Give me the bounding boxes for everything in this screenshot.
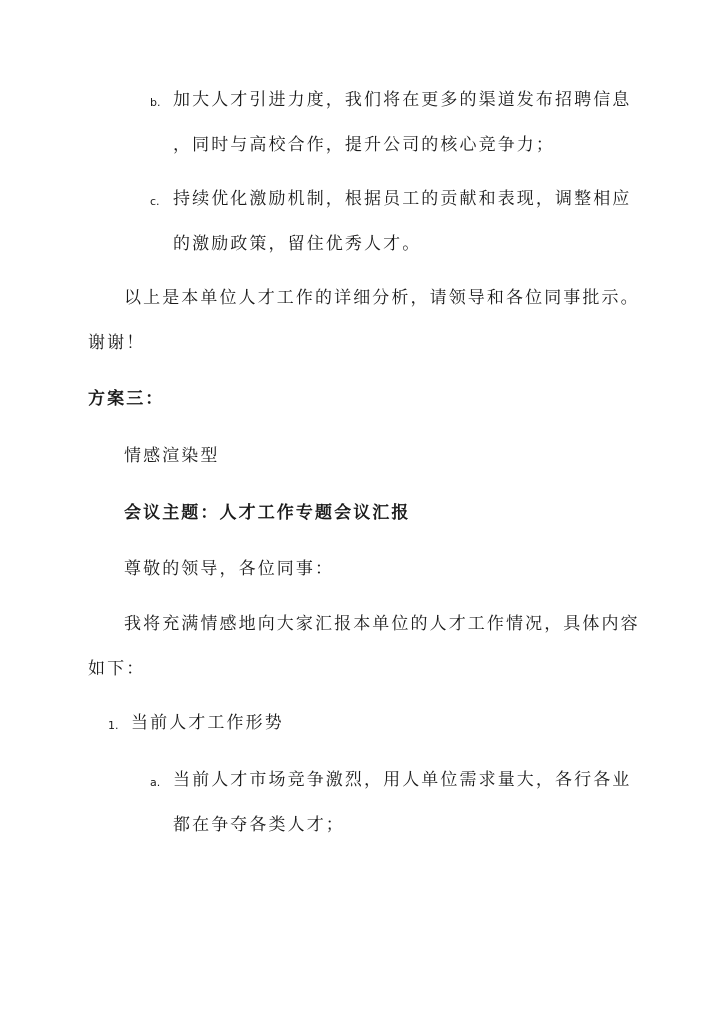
list-item-c-line1: 持续优化激励机制，根据员工的贡献和表现，调整相应 <box>173 189 632 209</box>
list-item-b-line1: 加大人才引进力度，我们将在更多的渠道发布招聘信息 <box>173 90 632 110</box>
closing-paragraph-line2: 谢谢！ <box>88 333 146 353</box>
plan-heading: 方案三： <box>88 389 165 409</box>
closing-paragraph-line1: 以上是本单位人才工作的详细分析，请领导和各位同事批示。 <box>124 288 640 308</box>
list-item-a-line2: 都在争夺各类人才； <box>173 815 345 835</box>
style-label: 情感渲染型 <box>124 446 220 466</box>
intro-paragraph-line1: 我将充满情感地向大家汇报本单位的人才工作情况，具体内容 <box>124 614 640 634</box>
section-1-marker: 1. <box>108 719 119 732</box>
meeting-topic: 会议主题：人才工作专题会议汇报 <box>124 503 411 523</box>
list-marker-c: c. <box>150 195 160 208</box>
list-marker-a: a. <box>150 776 161 789</box>
list-item-c-line2: 的激励政策，留住优秀人才。 <box>173 234 422 254</box>
list-marker-b: b. <box>150 96 161 109</box>
section-1-title: 当前人才工作形势 <box>131 713 284 733</box>
salutation: 尊敬的领导，各位同事： <box>124 559 335 579</box>
list-item-a-line1: 当前人才市场竞争激烈，用人单位需求量大，各行各业 <box>173 770 632 790</box>
intro-paragraph-line2: 如下： <box>88 659 146 679</box>
list-item-b-line2: ，同时与高校合作，提升公司的核心竞争力； <box>173 135 555 155</box>
